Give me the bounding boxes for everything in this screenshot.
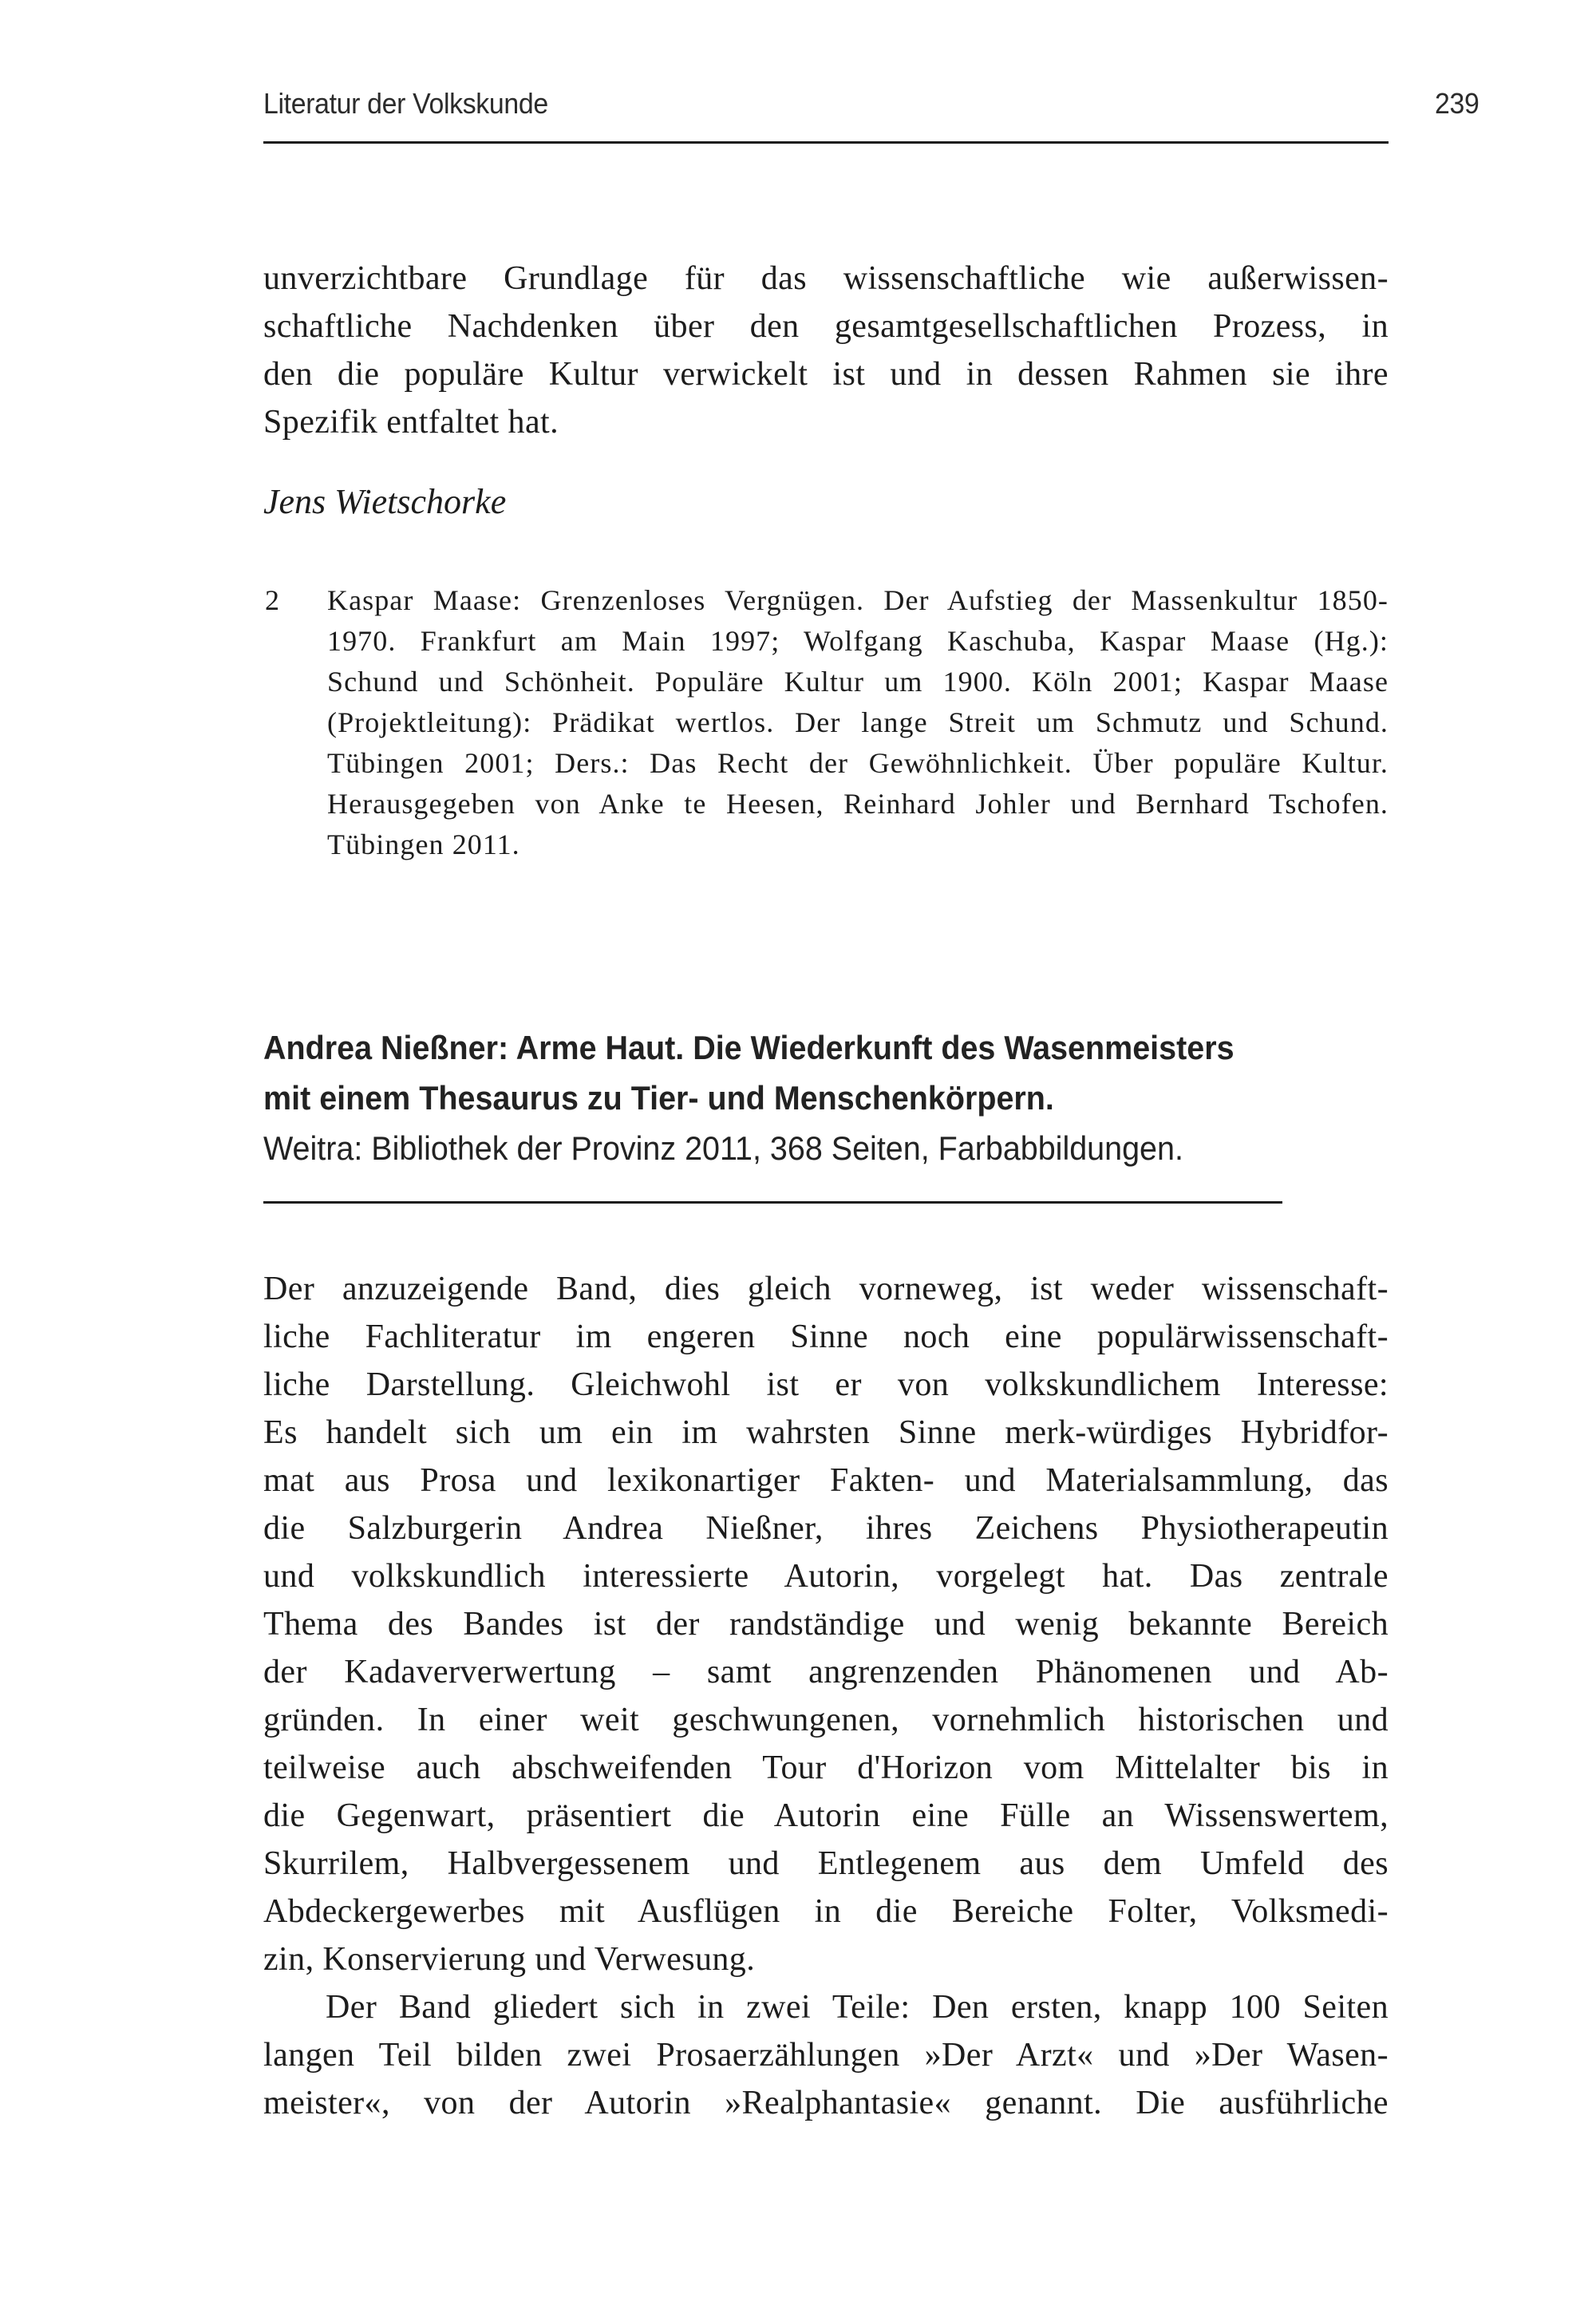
footnote-line: Herausgegeben von Anke te Heesen, Reinhard Johler und Bernhard Tschofen.	[327, 788, 1389, 820]
body-line: Skurrilem, Halbvergessenem und Entlegenem aus dem Umfeld des	[263, 1845, 1389, 1882]
footnote-line: 1970. Frankfurt am Main 1997; Wolfgang Kaschuba, Kaspar Maase (Hg.):	[327, 625, 1389, 657]
footnote	[263, 580, 1389, 865]
footnote-number: 2	[265, 584, 281, 616]
body-line: Es handelt sich um ein im wahrsten Sinne merk-würdiges Hybridfor-	[263, 1414, 1389, 1451]
review-imprint-line: Weitra: Bibliothek der Provinz 2011, 368 Seiten, Farbabbildungen.	[263, 1129, 1183, 1167]
page-number: 239	[1435, 87, 1479, 120]
footnote-line: Tübingen 2011.	[327, 828, 520, 860]
body-line: mat aus Prosa und lexikonartiger Fakten- und Materialsammlung, das	[263, 1462, 1389, 1499]
header-rule	[263, 141, 1389, 144]
review-body	[263, 1265, 1389, 2127]
body-line: teilweise auch abschweifenden Tour d'Horizon vom Mittelalter bis in	[263, 1750, 1389, 1786]
text-line: Spezifik entfaltet hat.	[263, 404, 559, 441]
review-heading	[263, 1022, 1460, 1173]
body-line: gründen. In einer weit geschwungenen, vornehmlich historischen und	[263, 1702, 1389, 1738]
reviewer-signature: Jens Wietschorke	[263, 482, 507, 521]
footnote-line: Kaspar Maase: Grenzenloses Vergnügen. Der Aufstieg der Massenkultur 1850-	[327, 584, 1389, 616]
body-line: Thema des Bandes ist der randständige und wenig bekannte Bereich	[263, 1606, 1389, 1643]
body-line: liche Darstellung. Gleichwohl ist er von volkskundlichem Interesse:	[263, 1366, 1389, 1403]
body-line: die Gegenwart, präsentiert die Autorin eine Fülle an Wissenswertem,	[263, 1797, 1389, 1834]
text-line: unverzichtbare Grundlage für das wissenschaftliche wie außerwissen-	[263, 260, 1389, 297]
body-line: langen Teil bilden zwei Prosaerzählungen »Der Arzt« und »Der Wasen-	[263, 2037, 1389, 2074]
review-title-line: Andrea Nießner: Arme Haut. Die Wiederkunft des Wasenmeisters	[263, 1029, 1235, 1066]
running-header-title: Literatur der Volkskunde	[263, 87, 548, 120]
body-line: die Salzburgerin Andrea Nießner, ihres Zeichens Physiotherapeutin	[263, 1510, 1389, 1547]
footnote-text	[327, 580, 1389, 865]
footnote-line: Tübingen 2001; Ders.: Das Recht der Gewöhnlichkeit. Über populäre Kultur.	[327, 747, 1389, 779]
heading-rule	[263, 1201, 1282, 1204]
body-line: Der Band gliedert sich in zwei Teile: Den ersten, knapp 100 Seiten	[326, 1989, 1389, 2026]
body-line: der Kadaververwertung – samt angrenzenden Phänomenen und Ab-	[263, 1654, 1389, 1690]
continuation-paragraph	[263, 255, 1389, 446]
body-line: zin, Konservierung und Verwesung.	[263, 1941, 756, 1978]
review-title-line: mit einem Thesaurus zu Tier- und Menschenkörpern.	[263, 1079, 1054, 1117]
body-line: liche Fachliteratur im engeren Sinne noch eine populärwissenschaft-	[263, 1319, 1389, 1355]
text-line: schaftliche Nachdenken über den gesamtgesellschaftlichen Prozess, in	[263, 308, 1389, 345]
body-line: meister«, von der Autorin »Realphantasie« genannt. Die ausführliche	[263, 2085, 1389, 2121]
footnote-line: Schund und Schönheit. Populäre Kultur um 1900. Köln 2001; Kaspar Maase	[327, 666, 1389, 698]
footnote-line: (Projektleitung): Prädikat wertlos. Der lange Streit um Schmutz und Schund.	[327, 706, 1389, 738]
body-line: Der anzuzeigende Band, dies gleich vorneweg, ist weder wissenschaft-	[263, 1271, 1389, 1307]
body-line: und volkskundlich interessierte Autorin, vorgelegt hat. Das zentrale	[263, 1558, 1389, 1595]
text-line: den die populäre Kultur verwickelt ist und in dessen Rahmen sie ihre	[263, 356, 1389, 393]
body-line: Abdeckergewerbes mit Ausflügen in die Bereiche Folter, Volksmedi-	[263, 1893, 1389, 1930]
